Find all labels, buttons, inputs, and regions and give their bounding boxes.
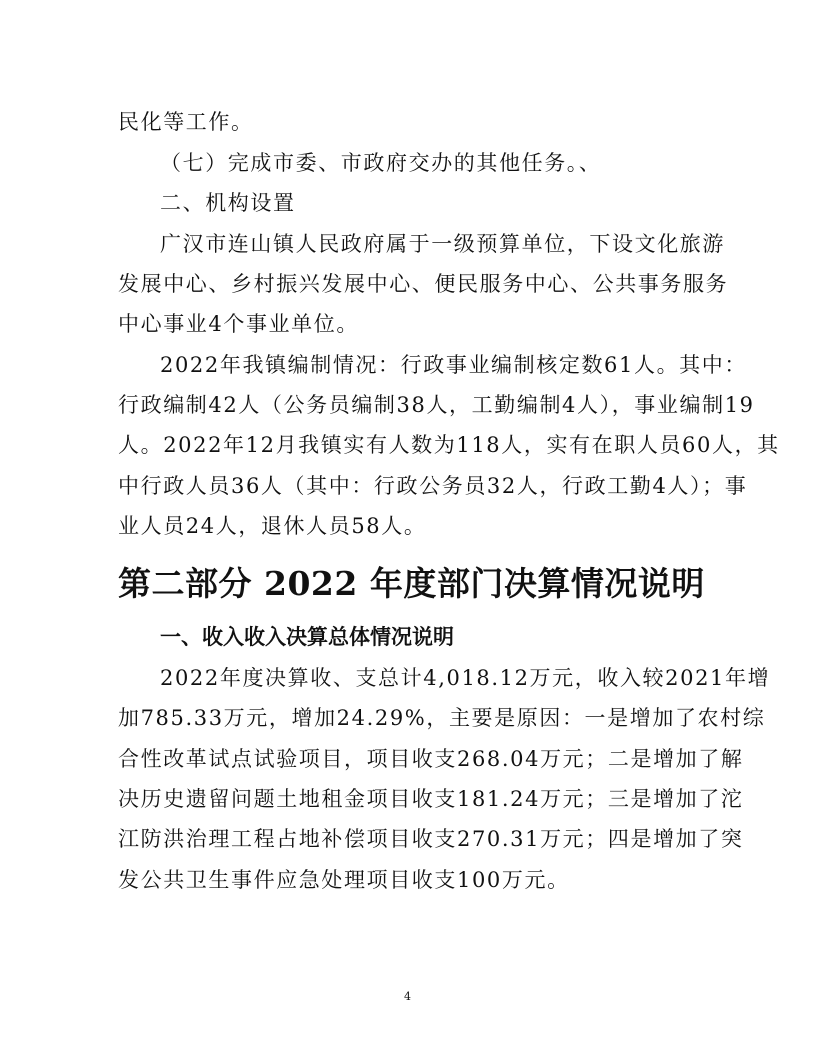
text-line: 中行政人员36人（其中：行政公务员32人，行政工勤4人）；事 bbox=[118, 474, 748, 498]
text-line: 中心事业4个事业单位。 bbox=[118, 312, 359, 336]
page-number: 4 bbox=[404, 990, 411, 1003]
text-line: 行政编制42人（公务员编制38人，工勤编制4人），事业编制19 bbox=[118, 393, 755, 417]
section-heading: 二、机构设置 bbox=[160, 191, 296, 215]
section-title: 一、收入收入决算总体情况说明 bbox=[160, 625, 454, 649]
text-line: 发展中心、乡村振兴发展中心、便民服务中心、公共事务服务 bbox=[118, 272, 729, 296]
text-line: 江防洪治理工程占地补偿项目收支270.31万元；四是增加了突 bbox=[118, 827, 744, 851]
text-line: 决历史遗留问题土地租金项目收支181.24万元；三是增加了沱 bbox=[118, 787, 744, 811]
text-line: 广汉市连山镇人民政府属于一级预算单位，下设文化旅游 bbox=[160, 232, 725, 256]
text-line: 人。2022年12月我镇实有人数为118人，实有在职人员60人，其 bbox=[118, 433, 780, 457]
text-line: 合性改革试点试验项目，项目收支268.04万元；二是增加了解 bbox=[118, 747, 744, 771]
text-line: 加785.33万元，增加24.29%，主要是原因：一是增加了农村综 bbox=[118, 706, 766, 730]
part-title: 第二部分 2022 年度部门决算情况说明 bbox=[118, 564, 705, 603]
text-line: 2022年我镇编制情况：行政事业编制核定数61人。其中： bbox=[160, 353, 747, 377]
text-line: 业人员24人，退休人员58人。 bbox=[118, 514, 427, 538]
text-line: 发公共卫生事件应急处理项目收支100万元。 bbox=[118, 868, 570, 892]
text-line: 民化等工作。 bbox=[118, 110, 254, 134]
text-line: 2022年度决算收、支总计4,018.12万元，收入较2021年增 bbox=[160, 666, 771, 690]
text-line: （七）完成市委、市政府交办的其他任务。、 bbox=[160, 151, 602, 175]
